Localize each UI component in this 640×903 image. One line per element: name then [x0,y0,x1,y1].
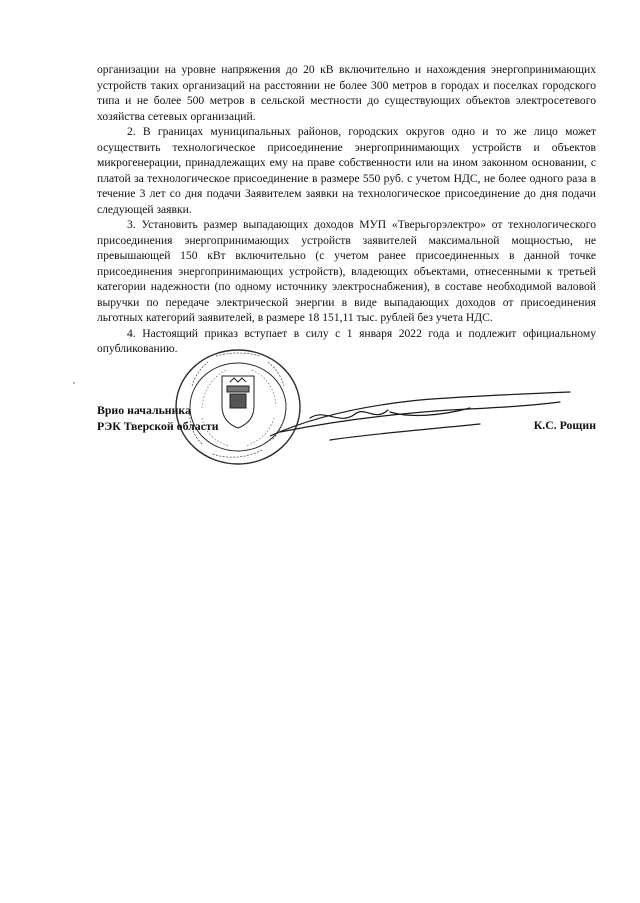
signatory-name: К.С. Рощин [533,418,596,432]
paragraph-1-continuation: организации на уровне напряжения до 20 кВ включительно и нахождения энергопринимающих устройств таких организаций на расстоянии не более 300 метров в городах и поселках городского типа и не более 500 метров в сельской местности до существующих объектов электросетевого хозяйства сетевых организаций. [97,63,596,123]
signatory-title [97,402,219,434]
signatory-position: Врио начальника [97,403,191,417]
coat-of-arms-icon [222,376,254,428]
paragraph-4: 4. Настоящий приказ вступает в силу с 1 января 2022 года и подлежит официальному опубликованию. [97,326,596,355]
signatory-organization: РЭК Тверской области [97,419,219,433]
scan-speck [73,382,75,384]
paragraph-2: 2. В границах муниципальных районов, городских округов одно и то же лицо может осуществить технологическое присоединение энергопринимающих устройств и объектов микрогенерации, принадлежащих ему на праве собственности или на ином законном основании, с платой за технологическое присоединение в размере 550 руб. с учетом НДС, не более одного раза в течение 3 лет со дня подачи Заявителем заявки на технологическое присоединение до дня подачи следующей заявки. [97,125,596,216]
document-body [97,62,596,357]
paragraph-3: 3. Установить размер выпадающих доходов МУП «Тверьгорэлектро» от технологического присоединения энергопринимающих устройств заявителей максимальной мощностью, не превышающей 150 кВт включительно (с учетом ранее присоединенных в данной точке присоединения энергопринимающих устройств), владеющих объектами, отнесенными к третьей категории надежности (по одному источнику электроснабжения), в составе необходимой валовой выручки по передаче электрической энергии в виде выпадающих доходов от присоединения льготных категорий заявителей, в размере 18 151,11 тыс. рублей без учета НДС. [97,218,596,324]
